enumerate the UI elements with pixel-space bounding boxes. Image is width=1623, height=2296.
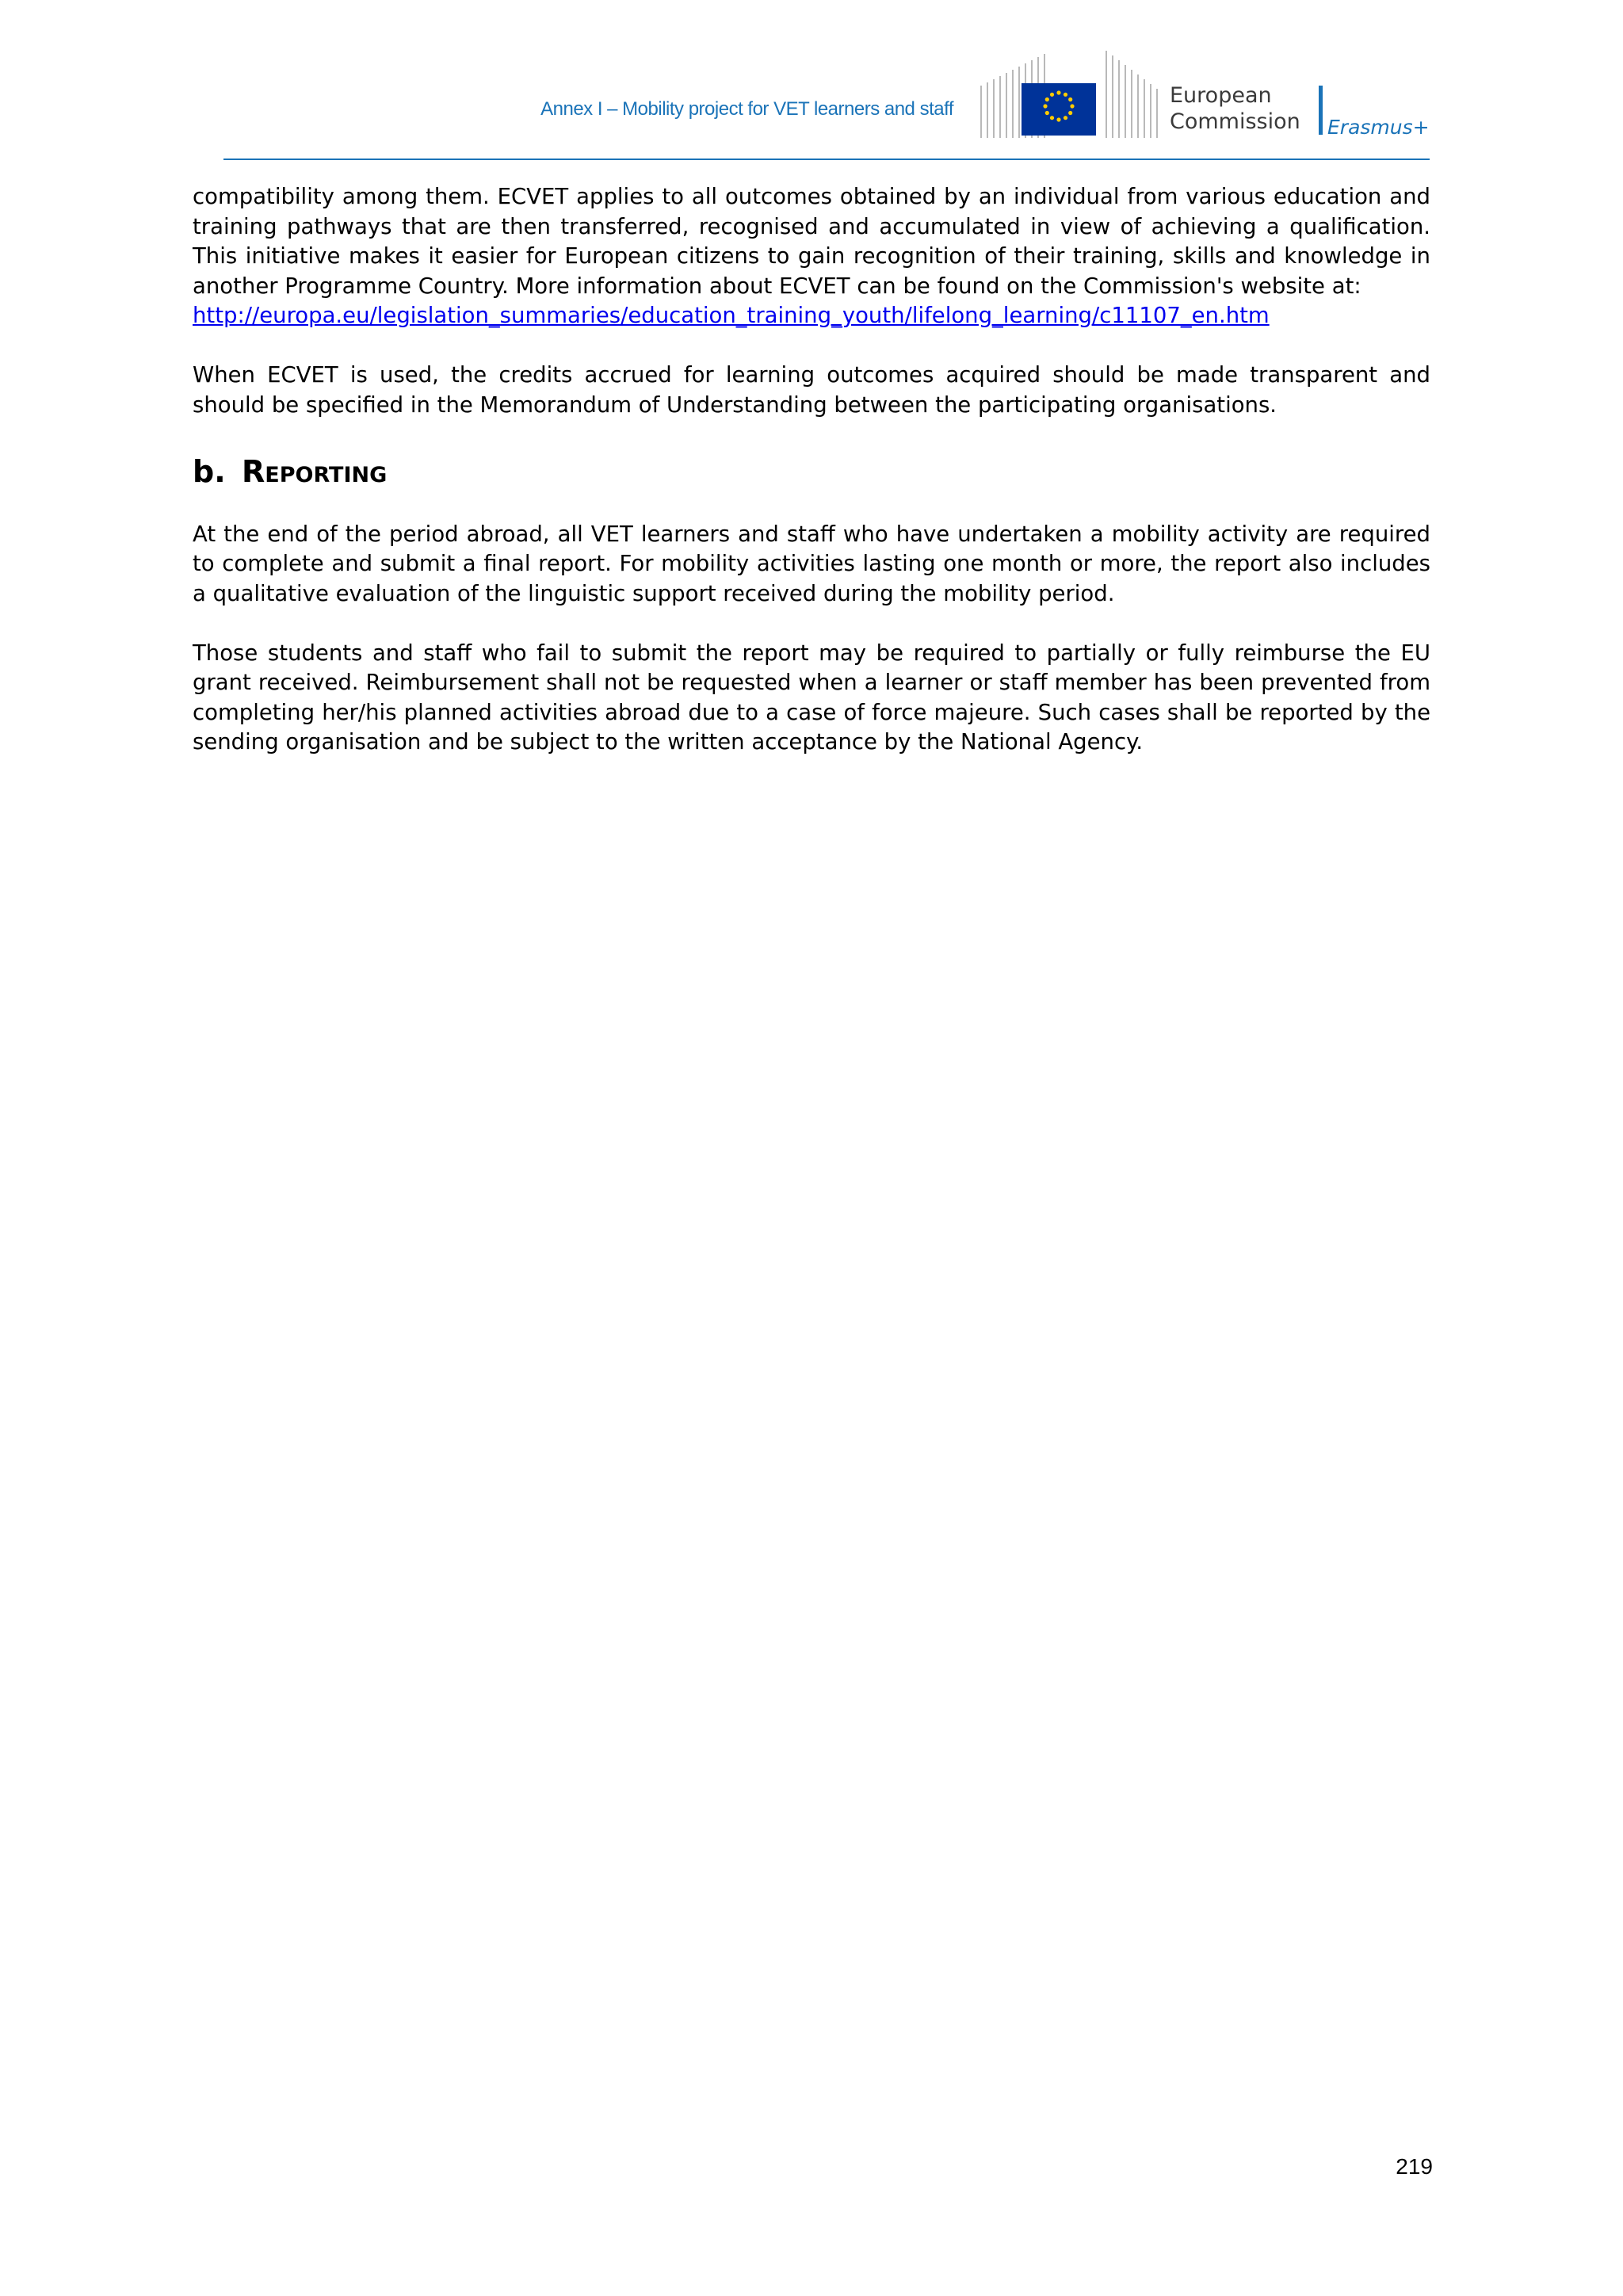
document-body bbox=[193, 182, 1430, 787]
paragraph: Those students and staff who fail to submit the report may be required to partially or fully reimburse the EU grant received. Reimbursement shall not be requested when a learner or staff member has been prevented from completing her/his planned activities abroad due to a case of force majeure. Such cases shall be reported by the sending organisation and be subject to the written acceptance by the National Agency. bbox=[193, 640, 1430, 755]
section-letter: b. bbox=[193, 453, 226, 489]
logo-line-1: European bbox=[1170, 83, 1272, 108]
erasmus-plus-label: Erasmus+ bbox=[1327, 116, 1430, 139]
commission-building-icon bbox=[980, 49, 1170, 144]
logo-wordmark bbox=[1170, 82, 1300, 135]
section-heading bbox=[193, 450, 1430, 491]
section-title: Reporting bbox=[242, 453, 388, 489]
paragraph-text: compatibility among them. ECVET applies to all outcomes obtained by an individual from various education and training pathways that are then transferred, recognised and accumulated in view of achieving a qualification. This initiative makes it easier for European citizens to gain recognition of their training, skills and knowledge in another Programme Country. More information about ECVET can be found on the Commission's website at: bbox=[193, 184, 1430, 299]
paragraph bbox=[193, 182, 1430, 331]
european-commission-logo bbox=[980, 49, 1431, 144]
ecvet-link[interactable]: http://europa.eu/legislation_summaries/education_training_youth/lifelong_learning/c11107_en.htm bbox=[193, 303, 1270, 328]
paragraph: When ECVET is used, the credits accrued for learning outcomes acquired should be made transparent and should be specified in the Memorandum of Understanding between the participating organisations. bbox=[193, 362, 1430, 418]
paragraph: At the end of the period abroad, all VET learners and staff who have undertaken a mobility activity are required to complete and submit a final report. For mobility activities lasting one month or more, the report also includes a qualitative evaluation of the linguistic support received during the mobility period. bbox=[193, 521, 1430, 606]
running-header-title: Annex I – Mobility project for VET learners and staff bbox=[540, 98, 953, 120]
logo-line-2: Commission bbox=[1170, 109, 1300, 134]
page-number: 219 bbox=[1396, 2154, 1433, 2179]
header-divider bbox=[223, 159, 1430, 160]
logo-divider bbox=[1319, 86, 1323, 135]
